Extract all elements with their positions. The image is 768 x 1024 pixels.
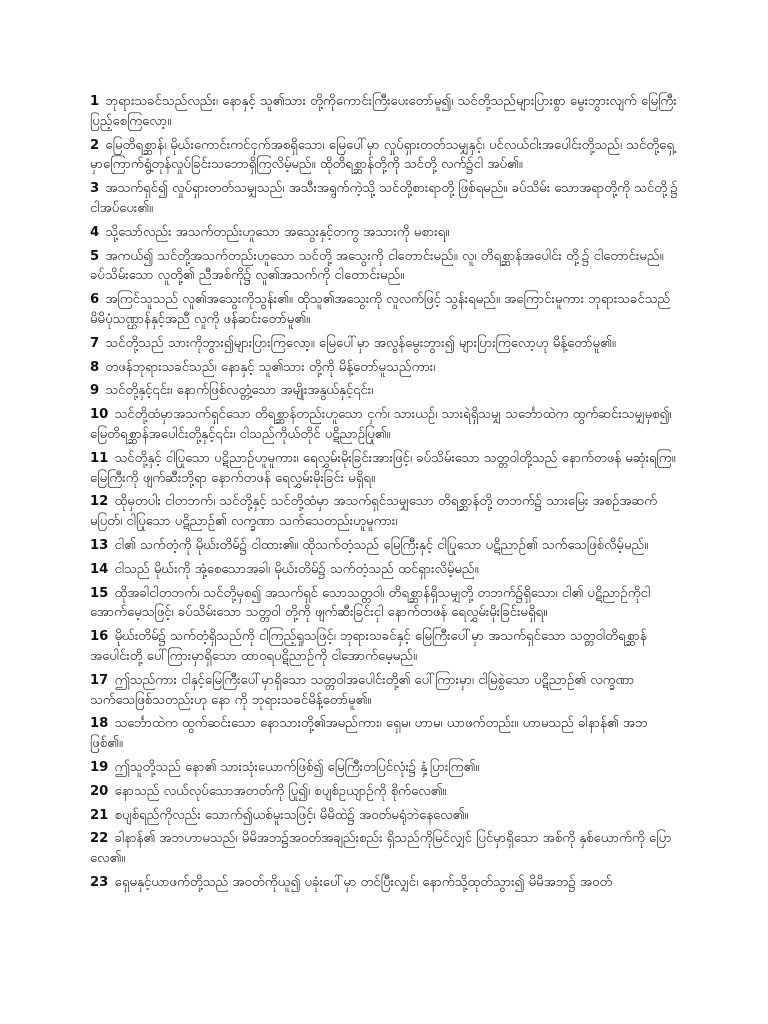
verse-number: 15 (90, 585, 109, 601)
verse (90, 405, 678, 445)
verse-text: ခါနာန်၏ အဘဟာမသည်၊ မိမိအဘ၌အဝတ်အချည်းစည်း ရှိသည်ကိုမြင်လျှင် ပြင်မှာရှိသော အစ်ကို နှစ်ယောက်ကို ပြောလေ၏။ (90, 831, 672, 867)
verse (90, 806, 678, 826)
verse-list (90, 92, 678, 893)
verse-text: သင်တို့နှင့်၎င်း၊ နောက်ဖြစ်လတ္တံ့သော အမျိုးအနွယ်နှင့်၎င်း၊ (105, 383, 374, 399)
verse-number: 5 (90, 248, 100, 264)
verse (90, 873, 678, 893)
verse-number: 4 (90, 224, 100, 240)
verse-text: ထိုမှတပါး ငါတဘက်၊ သင်တို့နှင့် သင်တို့ထံမှာ အသက်ရှင်သမျှသော တိရစ္ဆာန်တို့ တဘက်၌ သားမြေး အစဉ်အဆက်မပြတ်၊ ငါပြုသော ပဋိညာဉ်၏ လက္ခဏာ သက်သေတည်းဟူမူကား၊ (90, 494, 658, 530)
verse (90, 247, 678, 287)
verse-text: မိုဃ်းတိမ်၌ သက်တံ့ရှိသည်ကို ငါကြည့်ရှုသဖြင့်၊ ဘုရားသခင်နှင့် မြေကြီးပေါ်မှာ အသက်ရှင်သော သတ္တဝါတိရစ္ဆာန် အပေါင်းတို့ ပေါ်ကြားမှာရှိသော ထာဝရပဋိညာဉ်ကို ငါအောက်မေ့မည်။ (90, 629, 647, 664)
verse-number: 10 (90, 407, 109, 423)
verse-text: ထိုအခါငါတဘက်၊ သင်တို့မှစ၍ အသက်ရှင် သောသတ္တဝါ၊ တိရစ္ဆာန်ရှိသမျှတို့ တဘက်၌ရှိသော၊ ငါ၏ ပဋိညာဉ်ကိုငါ အောက်မေ့သဖြင့်၊ ခပ်သိမ်းသော သတ္တဝါ တို့ကို ဖျက်ဆီးခြင်းငှါ နောက်တဖန် ရေလွှမ်းမိုးခြင်းမရှိရ။ (90, 585, 651, 621)
verse-text: အကြင်သူသည် လူ၏အသွေးကိုသွန်း၏။ ထိုသူ၏အသွေးကို လူလက်ဖြင့် သွန်းရမည်။ အကြောင်းမူကား ဘုရားသခင်သည် မိမိပုံသဏ္ဌာန်နှင့်အညီ လူကို ဖန်ဆင်းတော်မူ၏။ (90, 292, 671, 327)
verse (90, 560, 678, 580)
verse-number: 19 (90, 759, 109, 775)
verse (90, 223, 678, 243)
verse (90, 358, 678, 378)
verse (90, 492, 678, 532)
verse-number: 20 (90, 783, 109, 799)
verse-text: သင်တို့သည် သားကိုဘွား၍များပြားကြလော့။ မြေပေါ်မှာ အလွန်မွေးဘွား၍ များပြားကြလော့ဟု မိန့်တော်မူ၏။ (105, 335, 616, 351)
verse-number: 22 (90, 831, 109, 847)
verse (90, 381, 678, 401)
verse (90, 290, 678, 330)
verse (90, 536, 678, 556)
verse-text: ဤသူတို့သည် နော၏ သားသုံးယောက်ဖြစ်၍ မြေကြီးတပြင်လုံး၌ နှံ့ပြားကြ၏။ (114, 759, 480, 775)
verse (90, 334, 678, 354)
verse-number: 11 (90, 450, 109, 466)
verse (90, 758, 678, 778)
verse-text: သို့သော်လည်း အသက်တည်းဟူသော အသွေးနှင့်တကွ အသားကို မစားရ။ (105, 224, 450, 240)
verse-text: ဘုရားသခင်သည်လည်း၊ နောနှင့် သူ၏သား တို့ကိုကောင်းကြီးပေးတော်မူ၍၊ သင်တို့သည်များပြားစွာ မွေးဘွားလျက် မြေကြီးပြည့်စေကြလော့။ (90, 94, 677, 129)
verse-text: မြေတိရစ္ဆာန်၊ မိုဃ်းကောင်းကင်ငှက်အစရှိသော၊ မြေပေါ်မှာ လှုပ်ရှားတတ်သမျှနှင့်၊ ပင်လယ်ငါးအပေါင်းတို့သည်၊ သင်တို့ရှေ့မှာကြောက်ရွံ့တုန်လှုပ်ခြင်းသဘောရှိကြလိမ့်မည်။ ထိုတိရစ္ဆာန်တို့ကို သင်တို့ လက်၌ငါ အပ်၏။ (90, 137, 675, 173)
verse (90, 714, 678, 754)
verse (90, 782, 678, 802)
verse-text: နောသည် လယ်လုပ်သောအတတ်ကို ပြု၍၊ စပျစ်ဥယျာဉ်ကို စိုက်လေ၏။ (114, 783, 447, 799)
verse-number: 12 (90, 494, 109, 510)
verse-number: 16 (90, 629, 109, 645)
verse (90, 829, 678, 869)
verse-text: တဖန်ဘုရားသခင်သည်၊ နောနှင့် သူ၏သား တို့ကို မိန့်တော်မူသည်ကား၊ (105, 359, 436, 375)
verse (90, 179, 678, 219)
verse (90, 627, 678, 667)
verse-number: 9 (90, 383, 100, 399)
verse-number: 1 (90, 94, 100, 109)
verse-number: 23 (90, 874, 109, 890)
verse-text: ငါ၏ သက်တံ့ကို မိုဃ်းတိမ်၌ ငါထား၏။ ထိုသက်တံ့သည် မြေကြီးနှင့် ငါပြုသော ပဋိညာဉ်၏ သက်သေဖြစ်လိမ့်မည်။ (114, 537, 649, 553)
verse-text: သင်္ဘောထဲက ထွက်ဆင်းသော နောသားတို့၏အမည်ကား၊ ရှေမ၊ ဟာမ၊ ယာဖက်တည်း။ ဟာမသည် ခါနာန်၏ အဘ ဖြစ်၏။ (90, 716, 648, 752)
verse (90, 671, 678, 711)
verse-number: 18 (90, 716, 109, 732)
verse-number: 8 (90, 359, 100, 375)
verse-text: သင်တို့နှင့် ငါပြုသော ပဋိညာဉ်ဟူမူကား၊ ရေလွှမ်းမိုးခြင်းအားဖြင့်၊ ခပ်သိမ်းသော သတ္တဝါတို့သည် နောက်တဖန် မဆုံးရကြ။ မြေကြီးကို ဖျက်ဆီးဘို့ရာ နောက်တဖန် ရေလွှမ်းမိုးခြင်း မရှိရ။ (90, 450, 676, 486)
verse (90, 136, 678, 176)
verse-number: 2 (90, 137, 100, 153)
verse-text: ငါသည် မိုဃ်းကို အုံ့စေသောအခါ၊ မိုဃ်းတိမ်၌ သက်တံ့သည် ထင်ရှားလိမ့်မည်။ (114, 561, 479, 577)
verse-number: 17 (90, 672, 109, 688)
verse-text: စပျစ်ရည်ကိုလည်း သောက်၍ယစ်မူးသဖြင့်၊ မိမိထဲ၌ အဝတ်မရုံဘဲနေလေ၏။ (114, 807, 469, 823)
verse-text: ရှေမနှင့်ယာဖက်တို့သည် အဝတ်ကိုယူ၍ ပခုံးပေါ်မှာ တင်ပြီးလျှင်၊ နောက်သို့ထုတ်သွား၍ မိမိအဘ၌ အဝတ် (114, 874, 613, 890)
verse-text: အသက်ရှင်၍ လှုပ်ရှားတတ်သမျှသည်၊ အသီးအရွက်ကဲ့သို့ သင်တို့စားရာတို့ ဖြစ်ရမည်။ ခပ်သိမ်း သောအရာတို့ကို သင်တို့၌ ငါအပ်ပေး၏။ (90, 181, 678, 216)
verse-number: 13 (90, 537, 109, 553)
verse (90, 449, 678, 489)
verse (90, 584, 678, 624)
verse-number: 3 (90, 181, 100, 197)
verse (90, 92, 678, 132)
verse-text: သင်တို့ထံမှာအသက်ရှင်သော တိရစ္ဆာန်တည်းဟူသော ငှက်၊ သားယဉ်၊ သားရဲရှိသမျှ သင်္ဘောထဲက ထွက်ဆင်းသမျှမှစ၍၊ မြေတိရစ္ဆာန်အပေါင်းတို့နှင့်၎င်း၊ ငါသည်ကိုယ်တိုင် ပဋိညာဉ်ပြု၏။ (90, 407, 672, 442)
verse-text: ဤသည်ကား ငါနှင့်မြေကြီးပေါ်မှာရှိသော သတ္တဝါအပေါင်းတို့၏ ပေါ်ကြားမှာ၊ ငါမြဲစွဲသော ပဋိညာဉ်၏ လက္ခဏာ သက်သေဖြစ်သတည်းဟု နော ကို ဘုရားသခင်မိန့်တော်မူ၏။ (90, 672, 635, 708)
verse-text: အကယ်၍ သင်တို့အသက်တည်းဟူသော သင်တို့ အသွေးကို ငါတောင်းမည်။ လူ၊ တိရစ္ဆာန်အပေါင်း တို့၌ ငါတောင်းမည်။ ခပ်သိမ်းသော လူတို့၏ ညီအစ်ကို၌ လူ၏အသက်ကို ငါတောင်းမည်။ (90, 248, 664, 284)
verse-number: 6 (90, 292, 100, 308)
verse-number: 7 (90, 335, 100, 351)
verse-number: 21 (90, 807, 109, 823)
verse-number: 14 (90, 561, 109, 577)
